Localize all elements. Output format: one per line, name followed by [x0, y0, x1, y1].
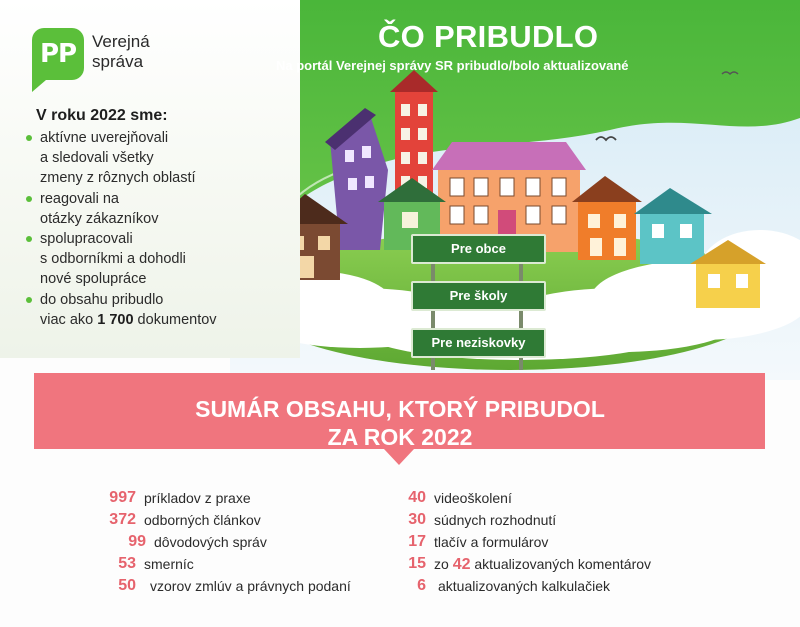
bullet-item — [26, 290, 296, 330]
stat-number: 15 — [408, 555, 426, 572]
summary-line-1: SUMÁR OBSAHU, KTORÝ PRIBUDOL — [195, 396, 605, 422]
stat-label: videoškolení — [434, 490, 512, 506]
bullet-line: a sledovali všetky — [40, 150, 154, 167]
bullet-line — [40, 310, 296, 330]
stat-number: 997 — [109, 489, 136, 506]
bullet-dot-icon — [26, 236, 32, 242]
stat-number: 6 — [417, 577, 426, 594]
bullet-text: viac ako — [40, 311, 98, 328]
logo-mark: PP — [32, 28, 84, 80]
intro-title: V roku 2022 sme: — [36, 107, 168, 124]
sign-pre-neziskovky: Pre neziskovky — [411, 328, 546, 358]
logo-line-2: správa — [92, 52, 144, 71]
bullet-line: otázky zákazníkov — [40, 210, 159, 227]
bullet-item — [26, 229, 296, 290]
summary-line-2: ZA ROK 2022 — [327, 424, 473, 450]
stat-label: tlačív a formulárov — [434, 534, 549, 550]
intro-bullets — [26, 128, 296, 330]
stat-number: 50 — [118, 577, 136, 594]
bullet-highlight: 1 700 — [97, 311, 134, 328]
stat-label: dôvodových správ — [154, 534, 267, 550]
sign-pre-obce: Pre obce — [411, 234, 546, 264]
stat-number: 372 — [109, 511, 136, 528]
stat-label: odborných článkov — [144, 512, 261, 528]
hero-title: ČO PRIBUDLO — [378, 19, 599, 54]
intro-panel — [0, 0, 300, 358]
stat-label: príkladov z praxe — [144, 490, 251, 506]
stat-label: smerníc — [144, 556, 194, 572]
stat-label-prefix: zo — [434, 556, 453, 572]
logo-line-1: Verejná — [92, 32, 150, 51]
bullet-item — [26, 189, 296, 229]
bullet-line: do obsahu pribudlo — [40, 291, 164, 308]
summary-title — [0, 395, 800, 451]
bullet-line: s odborníkmi a dohodli — [40, 251, 186, 268]
bullet-line: aktívne uverejňovali — [40, 130, 169, 146]
bullet-line: reagovali na — [40, 190, 119, 207]
logo — [32, 28, 172, 88]
sign-pre-skoly: Pre školy — [411, 281, 546, 311]
bullet-dot-icon — [26, 135, 32, 141]
stat-label: aktualizovaných kalkulačiek — [438, 578, 610, 594]
stat-label: vzorov zmlúv a právnych podaní — [150, 578, 351, 594]
bullet-line: zmeny z rôznych oblastí — [40, 170, 196, 187]
bullet-dot-icon — [26, 196, 32, 202]
stat-label — [434, 554, 651, 575]
stat-label-text: aktualizovaných komentárov — [474, 556, 652, 572]
stat-number: 53 — [118, 555, 136, 572]
bullet-line: nové spolupráce — [40, 271, 147, 288]
bullet-dot-icon — [26, 297, 32, 303]
bullet-item — [26, 128, 296, 189]
stat-number: 99 — [128, 533, 146, 550]
bullet-text: dokumentov — [133, 311, 217, 328]
stat-number: 17 — [408, 533, 426, 550]
stat-number: 40 — [408, 489, 426, 506]
stat-label-highlight: 42 — [452, 556, 471, 573]
hero-subtitle: Na portál Verejnej správy SR pribudlo/bolo aktualizované — [276, 58, 629, 73]
stat-label: súdnych rozhodnutí — [434, 512, 557, 528]
stat-number: 30 — [408, 511, 426, 528]
bullet-line: spolupracovali — [40, 231, 133, 248]
logo-text — [92, 32, 150, 72]
